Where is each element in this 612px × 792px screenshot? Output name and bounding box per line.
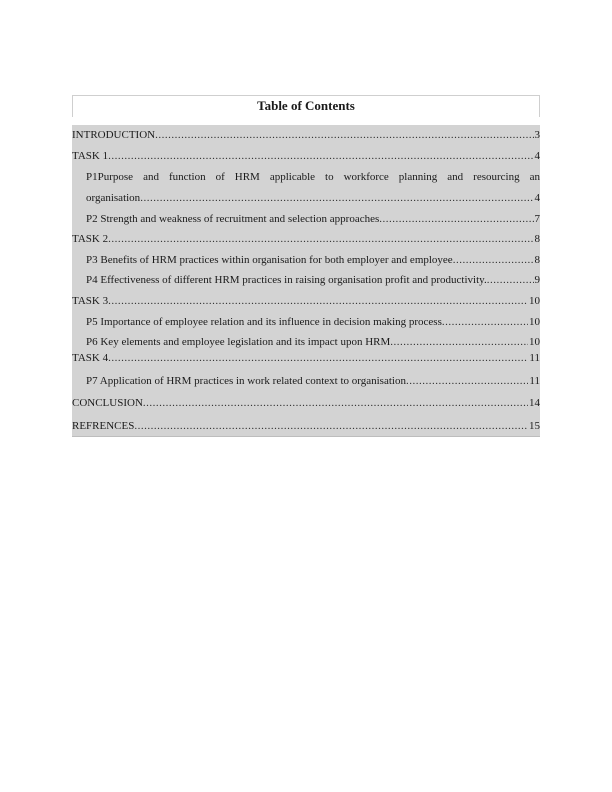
toc-leader-dots [390, 335, 528, 349]
toc-leader-dots [155, 128, 533, 142]
toc-entry-text: P6 Key elements and employee legislation and its impact upon HRM [86, 336, 391, 348]
toc-entry-refrences[interactable] [72, 419, 540, 433]
toc-entry-task-3[interactable] [72, 294, 540, 308]
toc-entry-task-1[interactable] [72, 149, 540, 163]
toc-entry-page: 10 [529, 316, 540, 328]
toc-leader-dots [379, 212, 533, 226]
toc-entry-page: 11 [529, 352, 540, 364]
table-of-contents [72, 95, 540, 439]
toc-entry-text: TASK 2 [72, 233, 109, 245]
toc-entry-page: 11 [529, 375, 540, 387]
toc-entry-text: TASK 1 [72, 150, 109, 162]
toc-leader-dots [453, 253, 534, 267]
toc-entry-text: REFRENCES [72, 420, 135, 432]
toc-leader-dots [108, 149, 533, 163]
toc-entry-text: P3 Benefits of HRM practices within organisation for both employer and employee [86, 254, 453, 266]
toc-leader-dots [140, 191, 533, 205]
toc-entry-task-4[interactable] [72, 351, 540, 365]
toc-entry-p5[interactable] [86, 315, 540, 329]
toc-entry-page: 4 [534, 192, 540, 204]
toc-title: Table of Contents [257, 98, 355, 113]
toc-entry-page: 10 [529, 336, 540, 348]
toc-entry-p2[interactable] [86, 212, 540, 226]
toc-entry-p4[interactable] [86, 273, 540, 287]
toc-leader-dots [487, 273, 534, 287]
toc-entry-text: TASK 3 [72, 295, 109, 307]
toc-leader-dots [108, 351, 528, 365]
toc-entry-p1-line1[interactable]: P1Purpose and function of HRM applicable to workforce planning and resourcing an [86, 171, 540, 183]
toc-entry-p7[interactable] [86, 374, 540, 388]
toc-entry-text: P5 Importance of employee relation and its influence in decision making process [86, 316, 442, 328]
toc-leader-dots [108, 232, 533, 246]
toc-entry-text: P7 Application of HRM practices in work related context to organisation [86, 375, 406, 387]
toc-entry-text: INTRODUCTION [72, 129, 156, 141]
toc-entry-page: 10 [529, 295, 540, 307]
toc-bottom-border [72, 436, 540, 437]
toc-entry-text: organisation [86, 192, 141, 204]
toc-entry-text: P4 Effectiveness of different HRM practices in raising organisation profit and productivity. [86, 274, 487, 286]
toc-entry-page: 9 [534, 274, 540, 286]
toc-entry-text: TASK 4 [72, 352, 109, 364]
toc-leader-dots [143, 396, 528, 410]
toc-entry-text: P2 Strength and weakness of recruitment and selection approaches [86, 213, 380, 225]
toc-top-border [72, 95, 540, 96]
toc-leader-dots [108, 294, 528, 308]
toc-entry-page: 14 [529, 397, 540, 409]
toc-entry-conclusion[interactable] [72, 396, 540, 410]
toc-entry-p6[interactable] [86, 335, 540, 349]
toc-entry-task-2[interactable] [72, 232, 540, 246]
toc-entry-p3[interactable] [86, 253, 540, 267]
toc-entry-text: CONCLUSION [72, 397, 143, 409]
toc-leader-dots [134, 419, 528, 433]
toc-leader-dots [406, 374, 528, 388]
toc-entry-page: 8 [534, 254, 540, 266]
toc-leader-dots [442, 315, 528, 329]
toc-entry-page: 15 [529, 420, 540, 432]
toc-entry-p1[interactable] [86, 191, 540, 205]
toc-entry-page: 3 [534, 129, 540, 141]
toc-entry-page: 7 [534, 213, 540, 225]
toc-entry-page: 8 [534, 233, 540, 245]
toc-entry-page: 4 [534, 150, 540, 162]
toc-entry-introduction[interactable] [72, 128, 540, 142]
